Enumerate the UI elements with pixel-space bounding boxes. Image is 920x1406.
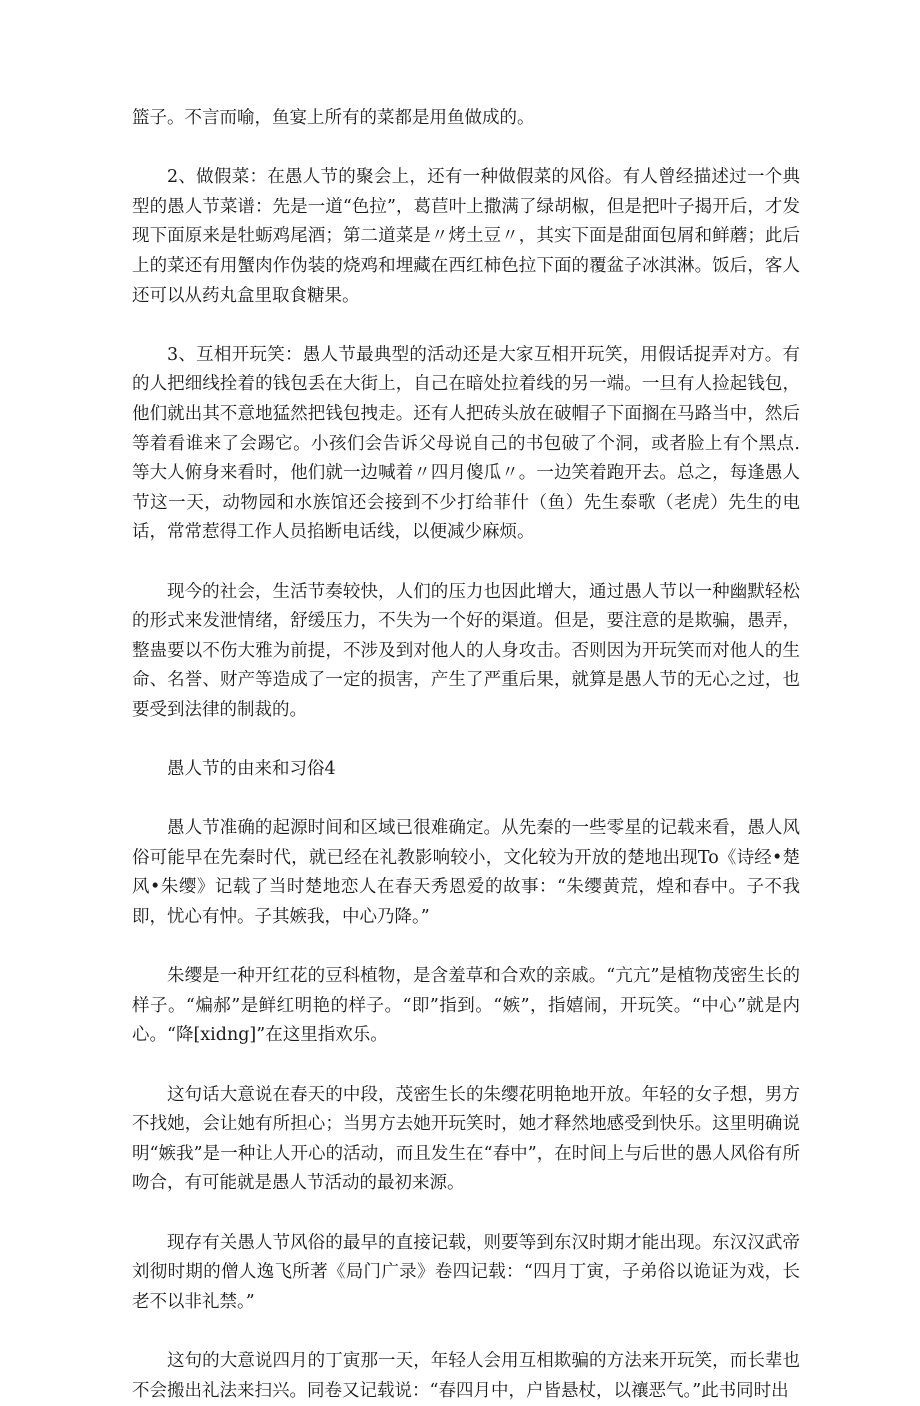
paragraph-gap <box>132 311 800 341</box>
paragraph-gap <box>132 785 800 815</box>
paragraph-origin: 愚人节准确的起源时间和区域已很难确定。从先秦的一些零星的记载来看，愚人风俗可能早在先秦时代，就已经在礼教影响较小，文化较为开放的楚地出现To《诗经•楚风•朱缨》记载了当时楚地恋人在春天秀恩爱的故事：“朱缨黄荒，煌和春中。子不我即，忧心有忡。子其嫉我，中心乃降。” <box>132 818 800 928</box>
paragraph-modern-society: 现今的社会，生活节奏较快，人们的压力也因此增大，通过愚人节以一种幽默轻松的形式来发泄情绪，舒缓压力，不失为一个好的渠道。但是，要注意的是欺骗，愚弄，整蛊要以不伤大雅为前提，不涉及到对他人的人身攻击。否则因为开玩笑而对他人的生命、名誉、财产等造成了一定的损害，产生了严重后果，就算是愚人节的无心之过，也要受到法律的制裁的。 <box>132 581 800 720</box>
paragraph-gap <box>132 1317 800 1347</box>
document-page <box>132 104 800 1406</box>
section-heading: 愚人节的由来和习俗4 <box>167 759 336 780</box>
paragraph-gap <box>132 1051 800 1081</box>
paragraph-fish-feast-end: 篮子。不言而喻，鱼宴上所有的菜都是用鱼做成的。 <box>132 108 535 128</box>
paragraph-gap <box>132 725 800 755</box>
paragraph-record-meaning: 这句的大意说四月的丁寅那一天，年轻人会用互相欺骗的方法来开玩笑，而长辈也不会搬出礼法来扫兴。同卷又记载说：“春四月中，户皆悬杖，以禳恶气。”此书同时出 <box>132 1350 800 1401</box>
paragraph-gap <box>132 548 800 578</box>
paragraph-gap <box>132 1199 800 1229</box>
paragraph-pranks: 3、互相开玩笑：愚人节最典型的活动还是大家互相开玩笑，用假话捉弄对方。有的人把细线拴着的钱包丢在大街上，自己在暗处拉着线的另一端。一旦有人捡起钱包，他们就出其不意地猛然把钱包拽走。还有人把砖头放在破帽子下面搁在马路当中，然后等着看谁来了会踢它。小孩们会告诉父母说自己的书包破了个洞，或者脸上有个黑点.等大人俯身来看时，他们就一边喊着〃四月傻瓜〃。一边笑着跑开去。总之，每逢愚人节这一天，动物园和水族馆还会接到不少打给菲什（鱼）先生泰歌（老虎）先生的电话，常常惹得工作人员掐断电话线，以便减少麻烦。 <box>132 344 800 543</box>
paragraph-poem-meaning: 这句话大意说在春天的中段，茂密生长的朱缨花明艳地开放。年轻的女子想，男方不找她，会让她有所担心；当男方去她开玩笑时，她才释然地感受到快乐。这里明确说明“嫉我”是一种让人开心的活动，而且发生在“春中”，在时间上与后世的愚人风俗有所吻合，有可能就是愚人节活动的最初来源。 <box>132 1084 800 1194</box>
paragraph-fake-dishes: 2、做假菜：在愚人节的聚会上，还有一种做假菜的风俗。有人曾经描述过一个典型的愚人节菜谱：先是一道“色拉”，葛苣叶上撒满了绿胡椒，但是把叶子揭开后，才发现下面原来是牡蛎鸡尾酒；第二道菜是〃烤土豆〃，其实下面是甜面包屑和鲜蘑；此后上的菜还有用蟹肉作伪装的烧鸡和埋藏在西红柿色拉下面的覆盆子冰淇淋。饭后，客人还可以从药丸盒里取食糖果。 <box>132 167 800 306</box>
paragraph-gap <box>132 933 800 963</box>
paragraph-earliest-record: 现存有关愚人节风俗的最早的直接记载，则要等到东汉时期才能出现。东汉汉武帝刘彻时期的僧人逸飞所著《局门广录》卷四记载：“四月丁寅，子弟俗以诡证为戏，长老不以非礼禁。” <box>132 1232 800 1312</box>
paragraph-plant-explanation: 朱缨是一种开红花的豆科植物，是含羞草和合欢的亲戚。“亢亢”是植物茂密生长的样子。“煸郝”是鲜红明艳的样子。“即”指到。“嫉”，指嬉闹，开玩笑。“中心”就是内心。“降[xidng]”在这里指欢乐。 <box>132 966 800 1046</box>
paragraph-gap <box>132 134 800 164</box>
